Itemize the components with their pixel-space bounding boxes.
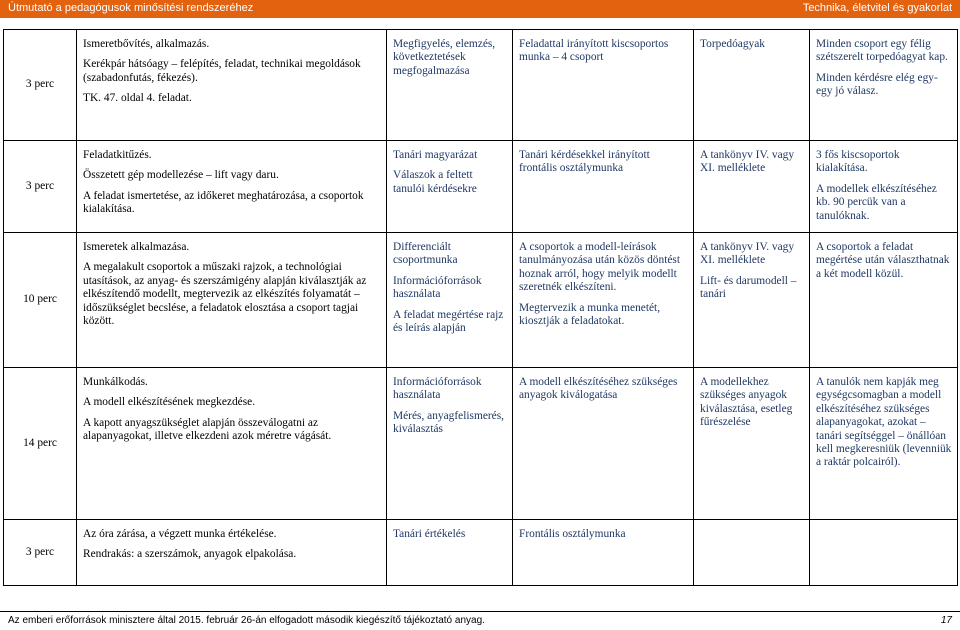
footer-text: Az emberi erőforrások minisztere által 2015. február 26-án elfogadott második kiegészítő tájékoztató anyag. [8,615,485,626]
cell-paragraph: A tankönyv IV. vagy XI. melléklete [700,241,795,267]
content-cell [77,233,387,368]
table-row [4,141,958,233]
lesson-plan-table [3,29,958,586]
notes-cell [810,141,958,233]
notes-cell [810,368,958,520]
cell-paragraph: A modell elkészítéséhez szükséges anyagok kiválogatása [519,376,678,402]
methods-cell [387,368,513,520]
content-cell [77,141,387,233]
table-row [4,520,958,586]
notes-cell [810,233,958,368]
cell-paragraph: A feladat megértése rajz és leírás alapján [393,308,504,335]
tools-cell [694,141,810,233]
cell-paragraph: Munkálkodás. [83,376,148,389]
cell-paragraph: Frontális osztálymunka [519,528,626,541]
workform-cell [513,141,694,233]
content-cell [77,30,387,141]
cell-paragraph: Tanári magyarázat [393,149,478,161]
tools-cell [694,520,810,586]
cell-paragraph: A modellek elkészítéséhez kb. 90 percük van a tanulóknak. [816,182,937,222]
cell-paragraph: Ismeretek alkalmazása. [83,241,190,254]
workform-cell [513,233,694,368]
cell-paragraph: Feladattal irányított kiscsoportos munka – 4 csoport [519,38,669,64]
cell-paragraph: Mérés, anyagfelismerés, kiválasztás [393,409,505,436]
tools-cell [694,368,810,520]
cell-paragraph: Minden csoport egy félig szétszerelt torpedóagyat kap. [816,38,948,64]
cell-paragraph: Kerékpár hátsóagy – felépítés, feladat, technikai megoldások (szabadonfutás, fékezés). [83,58,361,84]
cell-paragraph: A feladat ismertetése, az időkeret meghatározása, a csoportok kialakítása. [83,189,364,216]
cell-paragraph: A tanulók nem kapják meg egységcsomagban a modell elkészítéséhez szükséges alapanyagokat, azokat – tanári segítséggel – önállóan kell megkeresniük (levenniük a raktár polcairól). [816,376,952,469]
content-cell [77,520,387,586]
cell-paragraph: Minden kérdésre elég egy-egy jó válasz. [816,71,938,98]
cell-paragraph: Tanári kérdésekkel irányított frontális osztálymunka [519,149,650,175]
cell-paragraph: 3 fős kiscsoportok kialakítása. [816,149,900,175]
content-cell [77,368,387,520]
cell-paragraph: A modell elkészítésének megkezdése. [83,396,256,409]
table-row [4,30,958,141]
cell-paragraph: Differenciált csoportmunka [393,241,458,267]
page-header [0,0,960,18]
cell-paragraph: Az óra zárása, a végzett munka értékelése. [83,528,277,541]
cell-paragraph: Feladatkitűzés. [83,149,152,161]
tools-cell [694,233,810,368]
workform-cell [513,30,694,141]
methods-cell [387,520,513,586]
methods-cell [387,30,513,141]
tools-cell [694,30,810,141]
notes-cell [810,520,958,586]
cell-paragraph: A tankönyv IV. vagy XI. melléklete [700,149,795,175]
workform-cell [513,520,694,586]
duration-cell: 3 perc [4,141,77,233]
duration-cell: 14 perc [4,368,77,520]
header-title: Útmutató a pedagógusok minősítési rendszeréhez [8,2,254,14]
cell-paragraph: Rendrakás: a szerszámok, anyagok elpakolása. [83,548,297,561]
cell-paragraph: Tanári értékelés [393,528,466,541]
page-number: 17 [940,615,952,626]
cell-paragraph: A modellekhez szükséges anyagok kiválasztása, esetleg fűrészelése [700,376,793,429]
workform-cell [513,368,694,520]
cell-paragraph: A kapott anyagszükséglet alapján összeválogatni az alapanyagokat, illetve elkezdeni azok méretre vágását. [83,416,332,443]
cell-paragraph: Torpedóagyak [700,38,765,50]
notes-cell [810,30,958,141]
cell-paragraph: A csoportok a modell-leírások tanulmányozása után közös döntést hoznak arról, hogy melyik modellt szeretnék elkészíteni. [519,241,681,294]
cell-paragraph: Ismeretbővítés, alkalmazás. [83,38,210,50]
cell-paragraph: Információforrások használata [393,274,482,301]
duration-cell: 3 perc [4,520,77,586]
cell-paragraph: Lift- és darumodell – tanári [700,274,797,301]
cell-paragraph: Megfigyelés, elemzés, következtetések megfogalmazása [393,38,496,77]
header-subject: Technika, életvitel és gyakorlat [802,2,952,14]
page-footer [0,611,960,630]
table-row [4,233,958,368]
cell-paragraph: Válaszok a feltett tanulói kérdésekre [393,169,477,195]
duration-cell: 10 perc [4,233,77,368]
duration-cell: 3 perc [4,30,77,141]
cell-paragraph: A csoportok a feladat megértése után választhatnak a két modell közül. [816,241,950,280]
footer-divider [0,611,960,612]
methods-cell [387,233,513,368]
cell-paragraph: TK. 47. oldal 4. feladat. [83,92,192,105]
cell-paragraph: Megtervezik a munka menetét, kiosztják a feladatokat. [519,301,661,328]
cell-paragraph: Összetett gép modellezése – lift vagy daru. [83,169,279,182]
methods-cell [387,141,513,233]
cell-paragraph: Információforrások használata [393,376,482,402]
table-row [4,368,958,520]
cell-paragraph: A megalakult csoportok a műszaki rajzok, a technológiai utasítások, az anyag- és szerszámigény alapján kiválasztják az elkészítendő modellt, megtervezik az elkészítés folyamatát – időszükséglet becslése, a feladatok elosztása a csoport tagjai között. [83,261,367,328]
